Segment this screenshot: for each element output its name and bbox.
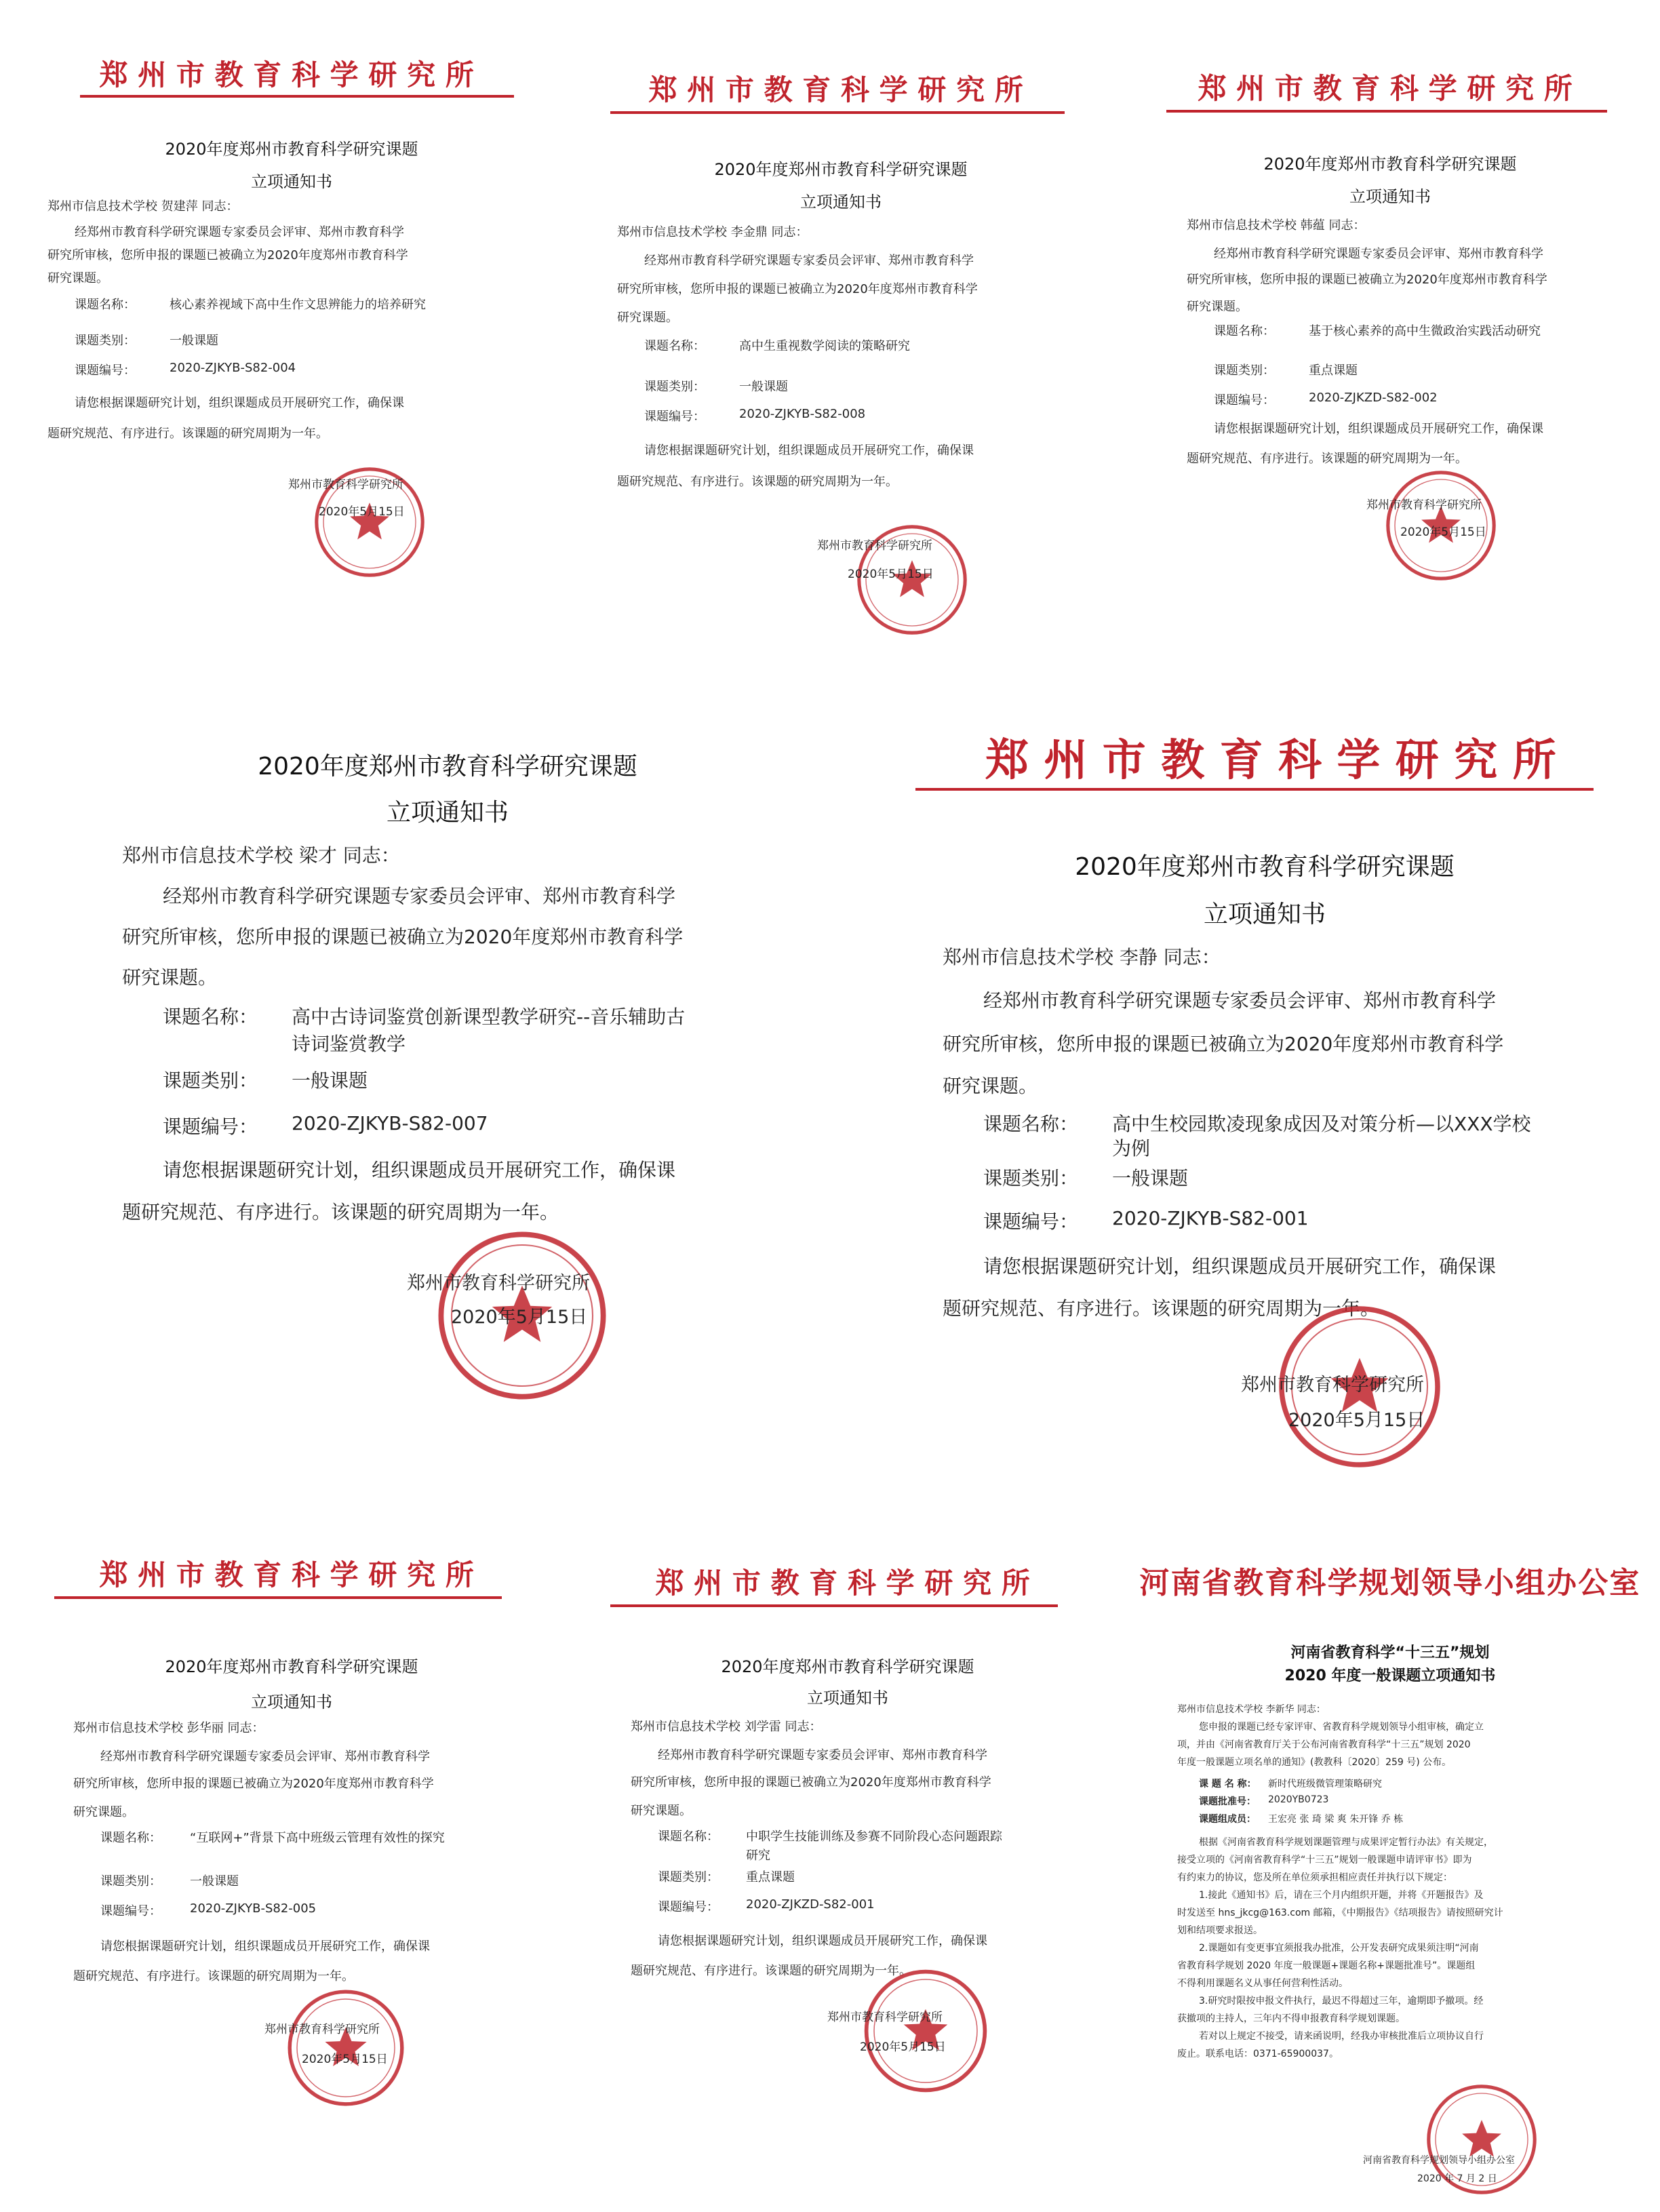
topic-type-value: 重点课题	[1309, 363, 1358, 378]
notice-subtitle: 立项通知书	[386, 799, 509, 827]
office-header: 河南省教育科学规划领导小组办公室	[1139, 1566, 1641, 1600]
topic-type-label: 课题类别：	[644, 380, 705, 394]
header-rule	[1166, 110, 1607, 113]
topic-name-value: 高中古诗词鉴赏创新课型教学研究--音乐辅助古	[292, 1006, 686, 1028]
header-rule	[610, 1604, 1058, 1607]
topic-name-label: 课题名称：	[644, 339, 705, 353]
topic-name-label: 课题名称：	[75, 298, 136, 312]
notice-title: 河南省教育科学“十三五”规划	[1290, 1644, 1490, 1661]
header-rule	[610, 111, 1065, 114]
rule-line-9: 不得利用课题名义从事任何营利性活动。	[1177, 1978, 1348, 1989]
rule-line-8: 省教育科学规划 2020 年度一般课题+课题名称+课题批准号”。课题组	[1177, 1960, 1476, 1971]
topic-code-label: 课题编号：	[644, 410, 705, 424]
body-line-3: 研究课题。	[943, 1075, 1038, 1097]
topic-code-label: 课题编号：	[75, 363, 136, 378]
notice-title: 2020年度郑州市教育科学研究课题	[714, 160, 968, 179]
body-line-2: 研究所审核，您所申报的课题已被确立为2020年度郑州市教育科学	[631, 1775, 991, 1790]
body-line-1: 经郑州市教育科学研究课题专家委员会评审、郑州市教育科学	[1214, 247, 1543, 261]
official-seal	[861, 1967, 990, 2095]
rule-line-2: 接受立项的《河南省教育科学“十三五”规划一般课题申请评审书》即为	[1177, 1855, 1472, 1865]
topic-type-label: 课题类别：	[75, 334, 136, 348]
topic-code-value: 2020-ZJKZD-S82-001	[746, 1897, 875, 1912]
institute-header: 郑州市教育科学研究所	[655, 1566, 1040, 1600]
topic-type-label: 课题类别：	[1214, 363, 1275, 378]
topic-name-value: 高中生校园欺凌现象成因及对策分析—以XXX学校	[1112, 1113, 1531, 1135]
header-rule	[80, 95, 514, 98]
intro-line-2: 项，并由《河南省教育厅关于公布河南省教育科学“十三五”规划 2020	[1177, 1739, 1471, 1750]
header-rule	[915, 788, 1594, 791]
team-members-label: 课题组成员：	[1199, 1814, 1256, 1825]
institute-header: 郑州市教育科学研究所	[99, 1558, 484, 1592]
topic-code-value: 2020-ZJKYB-S82-005	[190, 1901, 317, 1916]
approval-number-label: 课题批准号：	[1199, 1796, 1256, 1807]
topic-code-label: 课题编号：	[1214, 393, 1275, 408]
topic-code-value: 2020-ZJKYB-S82-001	[1112, 1207, 1309, 1229]
topic-type-label: 课题类别：	[658, 1870, 719, 1884]
topic-type-value: 一般课题	[292, 1069, 368, 1092]
topic-code-value: 2020-ZJKZD-S82-002	[1309, 391, 1438, 405]
rule-line-4: 1.接此《通知书》后，请在三个月内组织开题，并将《开题报告》及	[1199, 1890, 1484, 1901]
topic-name-value: 核心素养视域下高中生作文思辨能力的培养研究	[170, 298, 426, 312]
addressee: 郑州市信息技术学校 彭华丽 同志：	[73, 1721, 264, 1735]
topic-type-label: 课题类别：	[163, 1069, 258, 1092]
body-line-3: 研究课题。	[1187, 300, 1248, 314]
header-rule	[54, 1596, 502, 1599]
institute-header: 郑州市教育科学研究所	[648, 73, 1033, 106]
topic-type-value: 一般课题	[190, 1874, 239, 1889]
notice-title: 2020年度郑州市教育科学研究课题	[1075, 853, 1455, 881]
signer: 郑州市教育科学研究所	[288, 478, 403, 492]
closing-line-2: 题研究规范、有序进行。该课题的研究周期为一年。	[47, 427, 328, 441]
addressee: 郑州市信息技术学校 李金鼎 同志：	[617, 225, 808, 239]
approval-number-value: 2020YB0723	[1268, 1794, 1329, 1805]
closing-line-1: 请您根据课题研究计划，组织课题成员开展研究工作，确保课	[163, 1159, 676, 1181]
addressee: 郑州市信息技术学校 梁才 同志：	[122, 844, 400, 867]
intro-line-3: 年度一般课题立项名单的通知》(教教科〔2020〕259 号) 公布。	[1177, 1757, 1452, 1768]
closing-line-2: 题研究规范、有序进行。该课题的研究周期为一年。	[943, 1297, 1380, 1320]
rule-line-11: 获撤项的主持人，三年内不得申报教育科学规划课题。	[1177, 2013, 1405, 2024]
issue-date: 2020年5月15日	[302, 2053, 388, 2066]
body-line-2: 研究所审核，您所申报的课题已被确立为2020年度郑州市教育科学	[1187, 273, 1547, 287]
body-line-1: 经郑州市教育科学研究课题专家委员会评审、郑州市教育科学	[983, 989, 1497, 1012]
notice-zj-hanyun	[1139, 34, 1641, 617]
notice-title: 2020年度郑州市教育科学研究课题	[258, 753, 637, 781]
closing-line-2: 题研究规范、有序进行。该课题的研究周期为一年。	[617, 475, 898, 489]
body-line-1: 经郑州市教育科学研究课题专家委员会评审、郑州市教育科学	[163, 885, 676, 907]
body-line-3: 研究课题。	[617, 311, 678, 325]
institute-header: 郑州市教育科学研究所	[985, 735, 1571, 786]
body-line-3: 研究课题。	[47, 271, 108, 285]
body-line-2: 研究所审核，您所申报的课题已被确立为2020年度郑州市教育科学	[47, 248, 408, 262]
notice-zj-helianping	[41, 27, 542, 624]
notice-subtitle: 2020 年度一般课题立项通知书	[1284, 1667, 1496, 1684]
official-seal	[285, 1987, 407, 2109]
notice-zj-lijinding	[583, 41, 1099, 637]
notice-title: 2020年度郑州市教育科学研究课题	[165, 1657, 418, 1676]
closing-line-1: 请您根据课题研究计划，组织课题成员开展研究工作，确保课	[75, 396, 404, 410]
addressee: 郑州市信息技术学校 韩蕴 同志：	[1187, 218, 1366, 233]
notice-subtitle: 立项通知书	[1349, 187, 1431, 206]
notice-subtitle: 立项通知书	[251, 172, 332, 191]
topic-type-value: 一般课题	[739, 380, 788, 394]
notice-zj-liangcai	[81, 719, 841, 1451]
signer: 郑州市教育科学研究所	[1366, 498, 1482, 512]
notice-title: 2020年度郑州市教育科学研究课题	[721, 1657, 974, 1676]
rule-line-5: 时发送至 hns_jkcg@163.com 邮箱，《中期报告》《结项报告》请按照研究计	[1177, 1908, 1503, 1918]
rule-line-13: 废止。联系电话：0371-65900037。	[1177, 2049, 1339, 2059]
topic-name-label: 课题名称：	[1214, 324, 1275, 338]
topic-type-value: 一般课题	[170, 334, 218, 348]
topic-code-value: 2020-ZJKYB-S82-008	[739, 407, 866, 421]
notice-zj-penghuali	[41, 1539, 542, 2122]
notice-subtitle: 立项通知书	[1203, 901, 1326, 928]
topic-code-label: 课题编号：	[163, 1115, 258, 1138]
signer: 河南省教育科学规划领导小组办公室	[1363, 2155, 1515, 2166]
topic-name-label: 课 题 名 称：	[1199, 1779, 1257, 1790]
notice-subtitle: 立项通知书	[251, 1693, 332, 1712]
topic-name-value-cont: 为例	[1112, 1137, 1151, 1160]
topic-name-value: 新时代班级微管理策略研究	[1268, 1779, 1382, 1790]
notice-title: 2020年度郑州市教育科学研究课题	[165, 140, 418, 159]
notice-henan-lixinhua	[1139, 1539, 1641, 2204]
topic-type-value: 一般课题	[1112, 1167, 1189, 1189]
closing-line-1: 请您根据课题研究计划，组织课题成员开展研究工作，确保课	[644, 443, 974, 458]
topic-type-label: 课题类别：	[100, 1874, 161, 1889]
team-members-value: 王宏亮 张 琦 梁 爽 朱开锋 乔 栋	[1268, 1814, 1404, 1825]
topic-code-label: 课题编号：	[658, 1900, 719, 1914]
rule-line-7: 2.课题如有变更事宜须报我办批准，公开发表研究成果须注明“河南	[1199, 1943, 1479, 1954]
body-line-1: 经郑州市教育科学研究课题专家委员会评审、郑州市教育科学	[100, 1750, 430, 1764]
issue-date: 2020年5月15日	[848, 568, 934, 581]
issue-date: 2020年5月15日	[1288, 1410, 1425, 1431]
intro-line-1: 您申报的课题已经专家评审、省教育科学规划领导小组审核，确定立	[1199, 1722, 1484, 1733]
rule-line-12: 若对以上规定不接受，请来函说明，经我办审核批准后立项协议自行	[1199, 2031, 1484, 2042]
topic-code-label: 课题编号：	[983, 1210, 1079, 1233]
signer: 郑州市教育科学研究所	[817, 539, 932, 553]
addressee: 郑州市信息技术学校 李新华 同志：	[1177, 1704, 1326, 1715]
notice-zj-lijing	[902, 712, 1655, 1485]
closing-line-1: 请您根据课题研究计划，组织课题成员开展研究工作，确保课	[1214, 422, 1543, 436]
body-line-1: 经郑州市教育科学研究课题专家委员会评审、郑州市教育科学	[75, 225, 404, 239]
signer: 郑州市教育科学研究所	[407, 1273, 590, 1294]
addressee: 郑州市信息技术学校 刘学雷 同志：	[631, 1720, 822, 1734]
topic-name-value: 基于核心素养的高中生微政治实践活动研究	[1309, 324, 1541, 338]
body-line-3: 研究课题。	[73, 1805, 134, 1819]
notice-title: 2020年度郑州市教育科学研究课题	[1263, 155, 1517, 174]
body-line-2: 研究所审核，您所申报的课题已被确立为2020年度郑州市教育科学	[73, 1777, 434, 1791]
rule-line-3: 有约束力的协议，您及所在单位须承担相应责任并执行以下规定：	[1177, 1872, 1452, 1883]
rule-line-1: 根据《河南省教育科学规划课题管理与成果评定暂行办法》有关规定，	[1199, 1837, 1493, 1848]
issue-date: 2020 年 7 月 2 日	[1417, 2173, 1497, 2184]
closing-line-2: 题研究规范、有序进行。该课题的研究周期为一年。	[122, 1201, 559, 1223]
issue-date: 2020年5月15日	[1400, 526, 1486, 539]
addressee: 郑州市信息技术学校 贺建萍 同志：	[47, 199, 239, 214]
rule-line-10: 3.研究时限按申报文件执行，最迟不得超过三年，逾期即予撤项。经	[1199, 1996, 1484, 2007]
body-line-1: 经郑州市教育科学研究课题专家委员会评审、郑州市教育科学	[644, 254, 974, 268]
notice-zj-liuxuelei	[597, 1539, 1099, 2122]
signer: 郑州市教育科学研究所	[827, 2011, 943, 2024]
topic-name-value: “互联网+”背景下高中班级云管理有效性的探究	[190, 1831, 445, 1845]
issue-date: 2020年5月15日	[319, 505, 405, 519]
closing-line-2: 题研究规范、有序进行。该课题的研究周期为一年。	[1187, 452, 1467, 466]
topic-name-label: 课题名称：	[983, 1113, 1079, 1135]
body-line-3: 研究课题。	[122, 966, 218, 989]
issue-date: 2020年5月15日	[451, 1307, 588, 1328]
topic-name-value: 中职学生技能训练及参赛不同阶段心态问题跟踪	[746, 1830, 1002, 1844]
body-line-2: 研究所审核，您所申报的课题已被确立为2020年度郑州市教育科学	[943, 1033, 1504, 1055]
topic-name-value-cont: 研究	[746, 1849, 770, 1863]
institute-header: 郑州市教育科学研究所	[1198, 72, 1583, 105]
closing-line-2: 题研究规范、有序进行。该课题的研究周期为一年。	[73, 1969, 354, 1983]
closing-line-1: 请您根据课题研究计划，组织课题成员开展研究工作，确保课	[100, 1939, 430, 1954]
notice-subtitle: 立项通知书	[807, 1688, 888, 1707]
topic-type-value: 重点课题	[746, 1870, 795, 1884]
topic-code-value: 2020-ZJKYB-S82-004	[170, 361, 296, 375]
closing-line-1: 请您根据课题研究计划，组织课题成员开展研究工作，确保课	[658, 1934, 987, 1948]
topic-code-value: 2020-ZJKYB-S82-007	[292, 1112, 488, 1134]
institute-header: 郑州市教育科学研究所	[99, 58, 484, 92]
signer: 郑州市教育科学研究所	[264, 2023, 380, 2036]
issue-date: 2020年5月15日	[860, 2040, 946, 2054]
topic-name-label: 课题名称：	[163, 1006, 258, 1028]
topic-name-value-cont: 诗词鉴赏教学	[292, 1033, 406, 1055]
body-line-1: 经郑州市教育科学研究课题专家委员会评审、郑州市教育科学	[658, 1748, 987, 1762]
topic-name-label: 课题名称：	[100, 1831, 161, 1845]
body-line-2: 研究所审核，您所申报的课题已被确立为2020年度郑州市教育科学	[617, 282, 978, 296]
topic-code-label: 课题编号：	[100, 1904, 161, 1918]
body-line-2: 研究所审核，您所申报的课题已被确立为2020年度郑州市教育科学	[122, 926, 684, 948]
closing-line-2: 题研究规范、有序进行。该课题的研究周期为一年。	[631, 1964, 911, 1978]
closing-line-1: 请您根据课题研究计划，组织课题成员开展研究工作，确保课	[983, 1255, 1497, 1278]
body-line-3: 研究课题。	[631, 1804, 692, 1818]
topic-name-label: 课题名称：	[658, 1830, 719, 1844]
addressee: 郑州市信息技术学校 李静 同志：	[943, 946, 1221, 968]
topic-type-label: 课题类别：	[983, 1167, 1079, 1189]
rule-line-6: 划和结项要求报送。	[1177, 1925, 1263, 1936]
notice-subtitle: 立项通知书	[800, 193, 882, 212]
signer: 郑州市教育科学研究所	[1241, 1375, 1424, 1396]
topic-name-value: 高中生重视数学阅读的策略研究	[739, 339, 910, 353]
